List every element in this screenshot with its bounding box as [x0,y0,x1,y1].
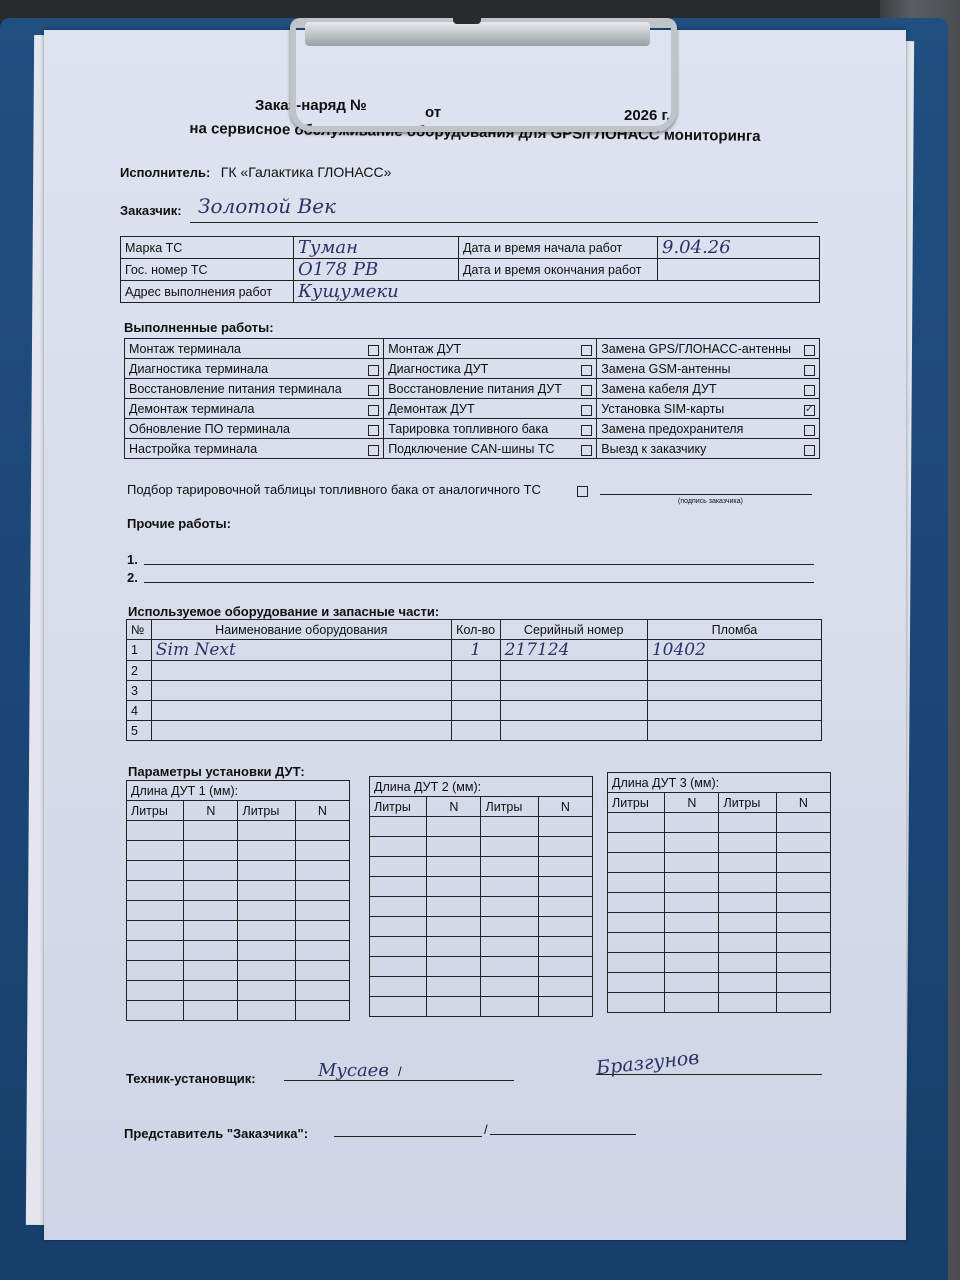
dut-cell [719,853,776,873]
equipment-cell: 1 [127,640,152,661]
vehicle-table [120,236,820,303]
dut-cell [238,921,295,941]
dut-cell [776,813,830,833]
dut-cell [719,993,776,1013]
equipment-header-cell: Наименование оборудования [151,620,451,640]
other-line-2 [144,582,814,583]
dut-cell [238,881,295,901]
dut-cell [481,917,538,937]
work-item-label: Выезд к заказчику [601,441,707,456]
work-checkbox[interactable] [804,365,815,376]
dut-cell [481,937,538,957]
work-checkbox[interactable] [368,385,379,396]
equipment-title: Используемое оборудование и запасные части: [128,604,440,619]
dut-cell [665,933,719,953]
equipment-cell [151,721,451,741]
dut-cell [238,901,295,921]
dut-col-header: N [295,801,349,821]
equipment-cell [647,681,821,701]
customer-value: Золотой Век [198,194,336,218]
work-item-label: Восстановление питания терминала [129,381,342,396]
dut-cell [127,921,184,941]
dut-cell [127,841,184,861]
dut-cell [427,977,481,997]
work-item-label: Монтаж терминала [129,341,241,356]
dut-col-header: Литры [481,797,538,817]
work-item[interactable] [384,419,597,439]
rep-line-2 [490,1134,636,1135]
work-checkbox[interactable] [368,345,379,356]
dut-cell [719,953,776,973]
equipment-cell [451,681,500,701]
dut-cell [719,933,776,953]
dut-cell [295,821,349,841]
equipment-cell: 217124 [500,640,647,661]
dut-table-3 [607,772,831,1013]
equipment-cell [151,701,451,721]
dut-table-title: Длина ДУТ 1 (мм): [127,781,350,801]
dut-cell [370,817,427,837]
work-item[interactable] [384,359,597,379]
plate-label: Гос. номер ТС [121,259,294,281]
equipment-cell: 2 [127,661,152,681]
dut-cell [295,861,349,881]
work-item-label: Замена предохранителя [601,421,744,436]
other-item-2: 2. [127,570,138,585]
equipment-cell [647,721,821,741]
dut-cell [776,973,830,993]
work-item-label: Восстановление питания ДУТ [388,381,562,396]
dut-cell [184,881,238,901]
rep-slash: / [484,1122,488,1137]
executor-row [120,164,391,182]
dut-cell [184,841,238,861]
end-label: Дата и время окончания работ [459,259,658,281]
equipment-header-cell: Серийный номер [500,620,647,640]
dut-cell [481,857,538,877]
end-value [658,259,820,281]
works-title: Выполненные работы: [124,320,274,335]
work-item[interactable] [125,339,384,359]
dut-cell [665,913,719,933]
dut-cell [776,893,830,913]
dut-table-title: Длина ДУТ 3 (мм): [608,773,831,793]
dut-cell [295,941,349,961]
dut-cell [665,833,719,853]
dut-cell [370,837,427,857]
dut-cell [608,813,665,833]
work-checkbox[interactable] [581,445,592,456]
dut-cell [238,841,295,861]
dut-cell [370,897,427,917]
work-item-label: Демонтаж ДУТ [388,401,475,416]
dut-cell [665,973,719,993]
tariff-checkbox[interactable] [577,486,588,497]
work-item[interactable] [125,359,384,379]
equipment-cell [500,661,647,681]
customer-signature-line [600,494,812,495]
works-table [124,338,820,459]
equipment-cell: 3 [127,681,152,701]
equipment-cell: 1 [451,640,500,661]
tech-slash: / [398,1064,402,1079]
dut-cell [481,877,538,897]
work-item[interactable] [384,379,597,399]
dut-cell [538,817,592,837]
doc-title-order-number: Заказ-наряд № [255,97,367,114]
dut-cell [427,877,481,897]
dut-cell [608,873,665,893]
work-item-label: Настройка терминала [129,441,258,456]
dut-col-header: N [665,793,719,813]
dut-cell [608,913,665,933]
dut-cell [370,877,427,897]
work-checkbox[interactable] [804,425,815,436]
dut-table-1 [126,780,350,1021]
work-checkbox[interactable] [368,365,379,376]
dut-cell [538,897,592,917]
work-checkbox[interactable] [581,425,592,436]
dut-cell [481,817,538,837]
clipboard-hole [453,14,481,24]
work-item[interactable] [384,439,597,459]
dut-cell [481,957,538,977]
dut-col-header: N [776,793,830,813]
dut-cell [665,993,719,1013]
executor-label: Исполнитель: [120,165,211,180]
plate-value: О178 РВ [294,259,459,281]
work-item-label: Тарировка топливного бака [388,421,549,436]
brand-label: Марка ТС [121,237,294,259]
dut-cell [481,897,538,917]
dut-cell [184,961,238,981]
work-checkbox[interactable] [804,385,815,396]
dut-cell [238,981,295,1001]
dut-cell [238,961,295,981]
other-item-1: 1. [127,552,138,567]
start-value: 9.04.26 [658,237,820,259]
equipment-cell: Sim Next [151,640,451,661]
equipment-cell [500,701,647,721]
dut-cell [719,873,776,893]
work-checkbox[interactable] [368,425,379,436]
rep-line-1 [334,1136,482,1137]
work-checkbox[interactable] [581,345,592,356]
dut-cell [538,997,592,1017]
dut-col-header: Литры [370,797,427,817]
work-checkbox[interactable] [581,405,592,416]
dut-cell [719,813,776,833]
work-item-label: Установка SIM-карты [601,401,725,416]
dut-cell [184,981,238,1001]
dut-cell [127,1001,184,1021]
dut-cell [370,977,427,997]
dut-cell [538,917,592,937]
dut-cell [370,917,427,937]
dut-cell [427,817,481,837]
doc-title-year: 2026 г. [624,107,671,124]
dut-cell [184,1001,238,1021]
dut-cell [538,877,592,897]
dut-cell [238,861,295,881]
equipment-cell [451,721,500,741]
work-item[interactable] [125,379,384,399]
dut-cell [665,873,719,893]
dut-col-header: Литры [127,801,184,821]
dut-cell [370,857,427,877]
work-item[interactable] [125,439,384,459]
equipment-header-cell: № [127,620,152,640]
work-item-label: Монтаж ДУТ [388,341,462,356]
dut-cell [719,893,776,913]
equipment-cell [151,661,451,681]
customer-line [190,222,818,223]
work-item[interactable] [597,439,820,459]
dut-cell [608,833,665,853]
dut-cell [127,821,184,841]
work-item[interactable] [597,419,820,439]
equipment-cell [451,701,500,721]
work-item-label: Подключение CAN-шины ТС [388,441,555,456]
tariff-label: Подбор тарировочной таблицы топливного бака от аналогичного ТС [127,482,541,497]
clipboard-clip-bar [305,22,650,46]
work-item[interactable] [597,379,820,399]
dut-cell [295,901,349,921]
dut-cell [238,1001,295,1021]
work-item-label: Диагностика ДУТ [388,361,489,376]
dut-cell [538,937,592,957]
work-checkbox[interactable] [581,385,592,396]
equipment-cell [500,721,647,741]
dut-table-2 [369,776,593,1017]
dut-cell [184,821,238,841]
dut-cell [719,833,776,853]
equipment-header-cell: Кол-во [451,620,500,640]
tech-label: Техник-установщик: [126,1071,256,1086]
rep-label: Представитель "Заказчика": [124,1126,309,1141]
doc-title-from: от [425,104,442,121]
work-item[interactable] [384,339,597,359]
dut-cell [127,941,184,961]
dut-cell [538,837,592,857]
address-label: Адрес выполнения работ [121,281,294,303]
equipment-cell [151,681,451,701]
dut-cell [608,953,665,973]
dut-cell [608,993,665,1013]
work-item-label: Обновление ПО терминала [129,421,290,436]
work-checkbox[interactable] [581,365,592,376]
dut-cell [295,841,349,861]
other-title: Прочие работы: [127,516,231,531]
dut-title: Параметры установки ДУТ: [128,764,305,779]
dut-cell [184,941,238,961]
dut-col-header: Литры [719,793,776,813]
dut-cell [427,917,481,937]
dut-cell [665,813,719,833]
dut-table-title: Длина ДУТ 2 (мм): [370,777,593,797]
dut-cell [481,997,538,1017]
dut-cell [427,897,481,917]
work-checkbox[interactable] [804,345,815,356]
dut-cell [127,961,184,981]
dut-cell [370,957,427,977]
doc-title-line2: на сервисное обслуживание оборудования для GPS/ГЛОНАСС мониторинга [189,120,761,145]
dut-col-header: N [184,801,238,821]
equipment-cell: 5 [127,721,152,741]
dut-cell [538,957,592,977]
dut-col-header: Литры [238,801,295,821]
dut-cell [481,837,538,857]
dut-cell [776,913,830,933]
dut-cell [127,861,184,881]
tech-name: Мусаев [318,1060,389,1081]
dut-cell [295,921,349,941]
work-item-label: Замена GPS/ГЛОНАСС-антенны [601,341,791,356]
dut-col-header: N [427,797,481,817]
dut-cell [127,901,184,921]
dut-cell [481,977,538,997]
work-item-label: Замена кабеля ДУТ [601,381,717,396]
equipment-cell [500,681,647,701]
dut-cell [665,853,719,873]
start-label: Дата и время начала работ [459,237,658,259]
dut-cell [127,881,184,901]
work-item[interactable] [597,359,820,379]
equipment-table [126,619,822,741]
work-item-label: Замена GSM-антенны [601,361,731,376]
dut-cell [427,957,481,977]
work-checkbox[interactable] [804,445,815,456]
dut-cell [719,913,776,933]
dut-cell [608,893,665,913]
dut-cell [608,973,665,993]
dut-cell [295,961,349,981]
equipment-cell [647,701,821,721]
work-item[interactable] [384,399,597,419]
dut-cell [608,933,665,953]
dut-cell [238,941,295,961]
dut-col-header: N [538,797,592,817]
equipment-cell: 4 [127,701,152,721]
work-item-label: Диагностика терминала [129,361,269,376]
equipment-cell [451,661,500,681]
equipment-header-cell: Пломба [647,620,821,640]
dut-cell [776,833,830,853]
dut-cell [776,993,830,1013]
dut-cell [427,997,481,1017]
signature-caption: (подпись заказчика) [678,498,743,505]
work-item[interactable] [597,339,820,359]
work-checkbox[interactable]: ✓ [805,403,814,415]
work-checkbox[interactable] [368,445,379,456]
dut-cell [776,873,830,893]
dut-cell [776,933,830,953]
dut-cell [370,937,427,957]
dut-col-header: Литры [608,793,665,813]
work-item[interactable] [125,419,384,439]
dut-cell [608,853,665,873]
work-item[interactable] [597,399,820,419]
equipment-cell [647,661,821,681]
dut-cell [719,973,776,993]
dut-cell [538,977,592,997]
address-value: Кущумеки [294,281,820,303]
brand-value: Туман [294,237,459,259]
dut-cell [184,861,238,881]
executor-value: ГК «Галактика ГЛОНАСС» [220,164,392,180]
dut-cell [238,821,295,841]
dut-cell [184,901,238,921]
dut-cell [427,857,481,877]
work-checkbox[interactable] [368,405,379,416]
dut-cell [184,921,238,941]
work-item-label: Демонтаж терминала [129,401,255,416]
dut-cell [295,981,349,1001]
dut-cell [127,981,184,1001]
dut-cell [427,837,481,857]
other-line-1 [144,564,814,565]
dut-cell [427,937,481,957]
dut-cell [776,953,830,973]
work-item[interactable] [125,399,384,419]
equipment-cell: 10402 [647,640,821,661]
dut-cell [665,893,719,913]
dut-cell [665,953,719,973]
dut-cell [776,853,830,873]
tech-signature: Бразгунов [595,1046,701,1080]
customer-label: Заказчик: [120,203,182,218]
dut-cell [295,881,349,901]
dut-cell [538,857,592,877]
dut-cell [370,997,427,1017]
dut-cell [295,1001,349,1021]
